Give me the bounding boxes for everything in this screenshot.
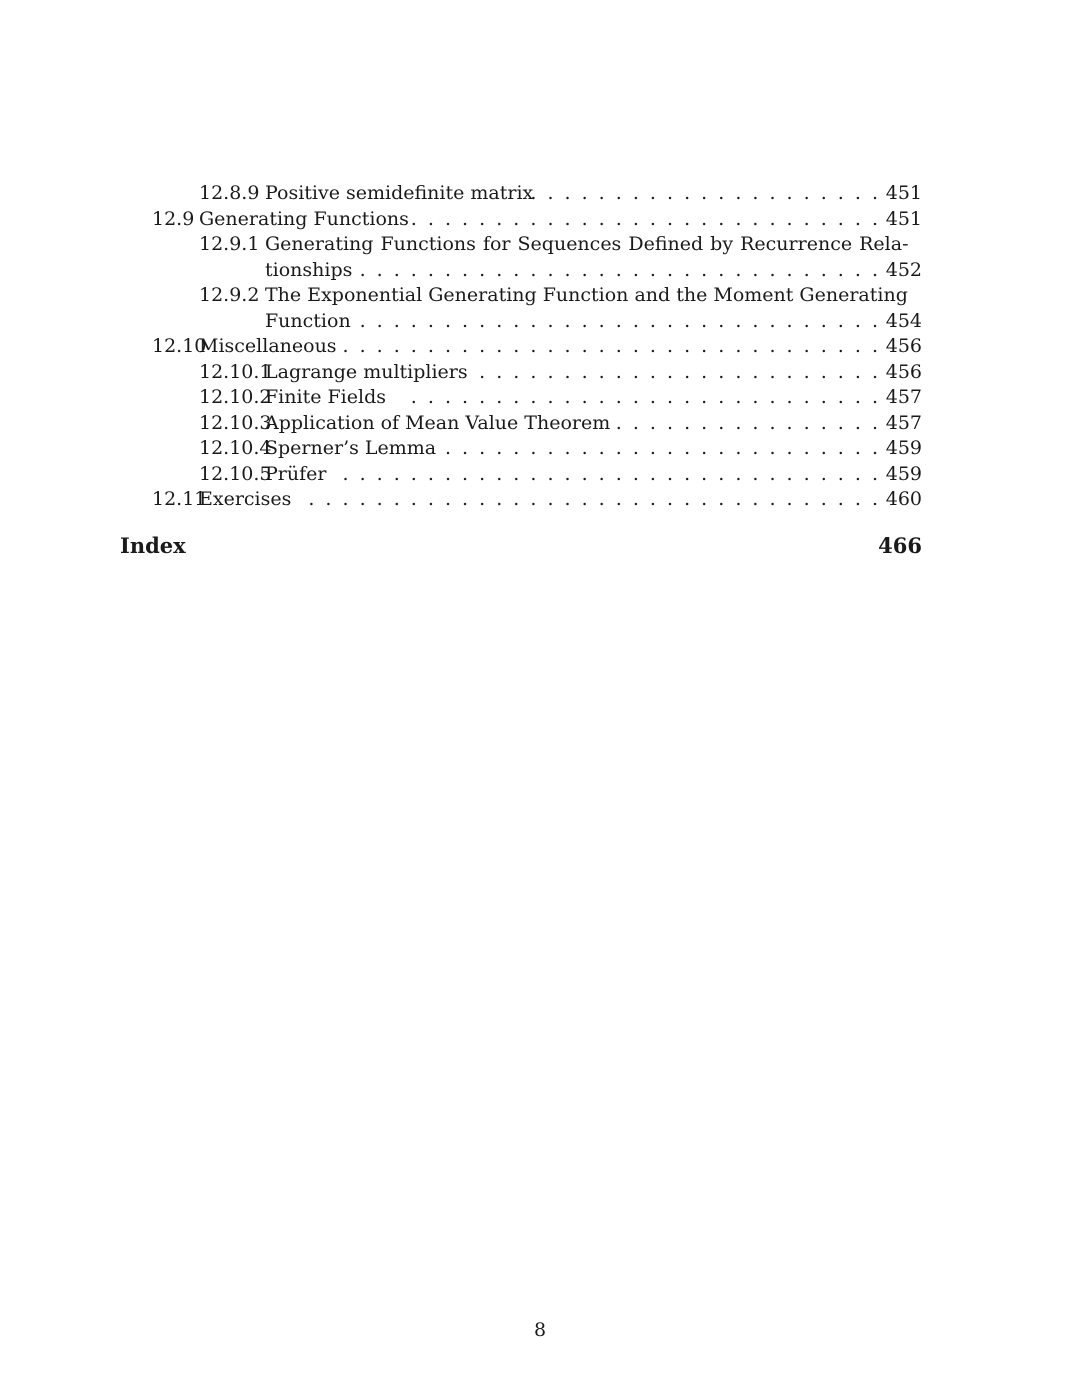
toc-entry-number: 12.8.9 <box>199 182 260 204</box>
toc-entry-title: The Exponential Generating Function and the Moment Generating <box>265 284 908 306</box>
toc-entry-number: 12.10.4 <box>199 437 272 459</box>
toc-entry-title: Generating Functions <box>199 208 409 230</box>
toc-entry-page: 452 <box>885 259 922 281</box>
toc-entry-number: 12.11 <box>152 488 207 510</box>
dot-leader <box>528 181 878 205</box>
dot-leader <box>470 360 878 384</box>
toc-entry-page: 459 <box>885 463 922 485</box>
page-number: 8 <box>533 1319 547 1341</box>
dot-leader <box>360 258 878 282</box>
dot-leader <box>410 207 878 231</box>
toc-entry[interactable] <box>0 411 1080 435</box>
toc-entry-number: 12.10.1 <box>199 361 272 383</box>
toc-entry-page: 459 <box>885 437 922 459</box>
toc-entry-number: 12.10.3 <box>199 412 272 434</box>
toc-entry-title: Generating Functions for Sequences Defined by Recurrence Rela- <box>265 233 909 255</box>
toc-entry-title-continued: tionships <box>265 259 353 281</box>
toc-entry-number: 12.10.5 <box>199 463 272 485</box>
toc-entry-title: Application of Mean Value Theorem <box>265 412 611 434</box>
toc-entry-page: 451 <box>885 208 922 230</box>
dot-leader <box>296 487 878 511</box>
toc-entry-page: 451 <box>885 182 922 204</box>
toc-entry-title: Lagrange multipliers <box>265 361 468 383</box>
toc-entry-title: Sperner’s Lemma <box>265 437 437 459</box>
dot-leader <box>360 309 878 333</box>
index-title: Index <box>120 533 186 558</box>
toc-entry[interactable] <box>0 207 1080 231</box>
toc-entry[interactable] <box>0 462 1080 486</box>
dot-leader <box>612 411 878 435</box>
toc-entry-number: 12.10.2 <box>199 386 272 408</box>
dot-leader <box>340 334 878 358</box>
toc-entry[interactable] <box>0 334 1080 358</box>
toc-entry-number: 12.9 <box>152 208 195 230</box>
toc-entry-page: 456 <box>885 361 922 383</box>
toc-entry[interactable] <box>0 487 1080 511</box>
toc-entry-page: 454 <box>885 310 922 332</box>
index-page: 466 <box>878 533 922 558</box>
toc-entry-title: Exercises <box>199 488 292 510</box>
toc-entry-number: 12.10 <box>152 335 207 357</box>
toc-entry[interactable] <box>0 360 1080 384</box>
toc-entry-title: Miscellaneous <box>199 335 337 357</box>
toc-entry-page: 456 <box>885 335 922 357</box>
toc-entry-page: 457 <box>885 412 922 434</box>
toc-entry-title: Prüfer <box>265 463 327 485</box>
toc-entry[interactable] <box>0 232 1080 256</box>
toc-entry[interactable] <box>0 181 1080 205</box>
dot-leader <box>398 385 878 409</box>
toc-entry-continuation[interactable] <box>0 258 1080 282</box>
toc-entry-page: 460 <box>885 488 922 510</box>
toc-entry-title: Positive semidefinite matrix <box>265 182 534 204</box>
toc-entry-number: 12.9.2 <box>199 284 260 306</box>
dot-leader <box>340 462 878 486</box>
toc-entry-page: 457 <box>885 386 922 408</box>
toc-index-entry[interactable] <box>120 532 922 560</box>
toc-entry[interactable] <box>0 385 1080 409</box>
toc-entry-title-continued: Function <box>265 310 351 332</box>
toc-entry-title: Finite Fields <box>265 386 386 408</box>
toc-entry[interactable] <box>0 283 1080 307</box>
toc-entry[interactable] <box>0 436 1080 460</box>
toc-entry-continuation[interactable] <box>0 309 1080 333</box>
toc-entry-number: 12.9.1 <box>199 233 260 255</box>
dot-leader <box>436 436 878 460</box>
